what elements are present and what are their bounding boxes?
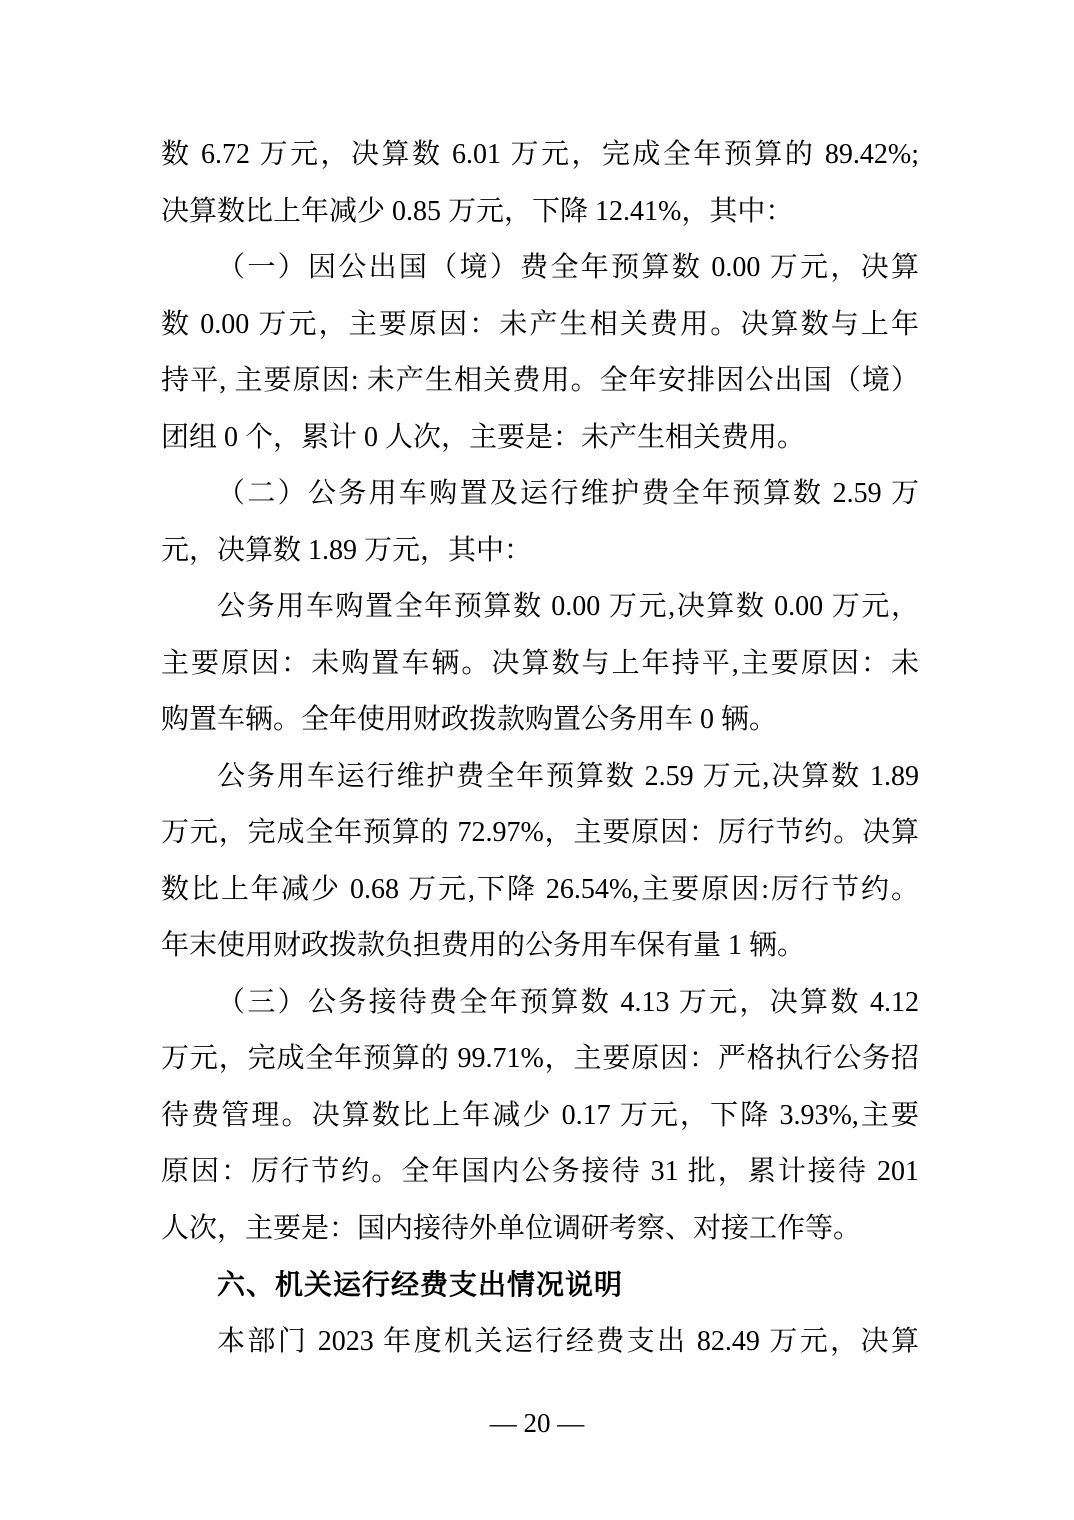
body-text-line: 人次，主要是：国内接待外单位调研考察、对接工作等。 (161, 1212, 862, 1244)
body-text-line: 购置车辆。全年使用财政拨款购置公务用车 0 辆。 (161, 704, 778, 735)
body-text-line: 公务用车运行维护费全年预算数 2.59 万元,决算数 1.89 (217, 760, 919, 792)
body-text-line: 决算数比上年减少 0.85 万元，下降 12.41%，其中： (161, 195, 794, 227)
body-text-line: 数 6.72 万元，决算数 6.01 万元，完成全年预算的 89.42%; (161, 139, 919, 170)
body-text-line: 公务用车购置全年预算数 0.00 万元,决算数 0.00 万元， (217, 591, 919, 622)
section-heading: 六、机关运行经费支出情况说明 (217, 1269, 624, 1300)
body-text-line: 原因：厉行节约。全年国内公务接待 31 批，累计接待 201 (161, 1156, 919, 1187)
page-number: — 20 — (489, 1408, 585, 1438)
body-text-line: （三）公务接待费全年预算数 4.13 万元，决算数 4.12 (217, 986, 919, 1018)
body-text-line: 团组 0 个，累计 0 人次，主要是：未产生相关费用。 (161, 421, 806, 453)
body-text-line: 万元，完成全年预算的 72.97%，主要原因：厉行节约。决算 (161, 817, 919, 848)
body-text-line: 年末使用财政拨款负担费用的公务用车保有量 1 辆。 (161, 930, 806, 961)
document-body (161, 127, 919, 1370)
body-text-line: （二）公务用车购置及运行维护费全年预算数 2.59 万 (217, 478, 919, 509)
body-text-line: 数比上年减少 0.68 万元,下降 26.54%,主要原因:厉行节约。 (161, 873, 919, 905)
body-text-line: 待费管理。决算数比上年减少 0.17 万元，下降 3.93%,主要 (161, 1099, 919, 1131)
body-text-line: 数 0.00 万元，主要原因：未产生相关费用。决算数与上年 (161, 308, 919, 340)
body-text-line: 万元，完成全年预算的 99.71%，主要原因：严格执行公务招 (161, 1043, 919, 1074)
body-text-line: 持平, 主要原因: 未产生相关费用。全年安排因公出国（境） (161, 365, 919, 396)
body-text-line: （一）因公出国（境）费全年预算数 0.00 万元，决算 (217, 252, 919, 283)
body-text-line: 本部门 2023 年度机关运行经费支出 82.49 万元，决算 (217, 1325, 919, 1357)
body-text-line: 主要原因：未购置车辆。决算数与上年持平,主要原因：未 (161, 647, 919, 679)
body-text-line: 元，决算数 1.89 万元，其中： (161, 534, 533, 566)
